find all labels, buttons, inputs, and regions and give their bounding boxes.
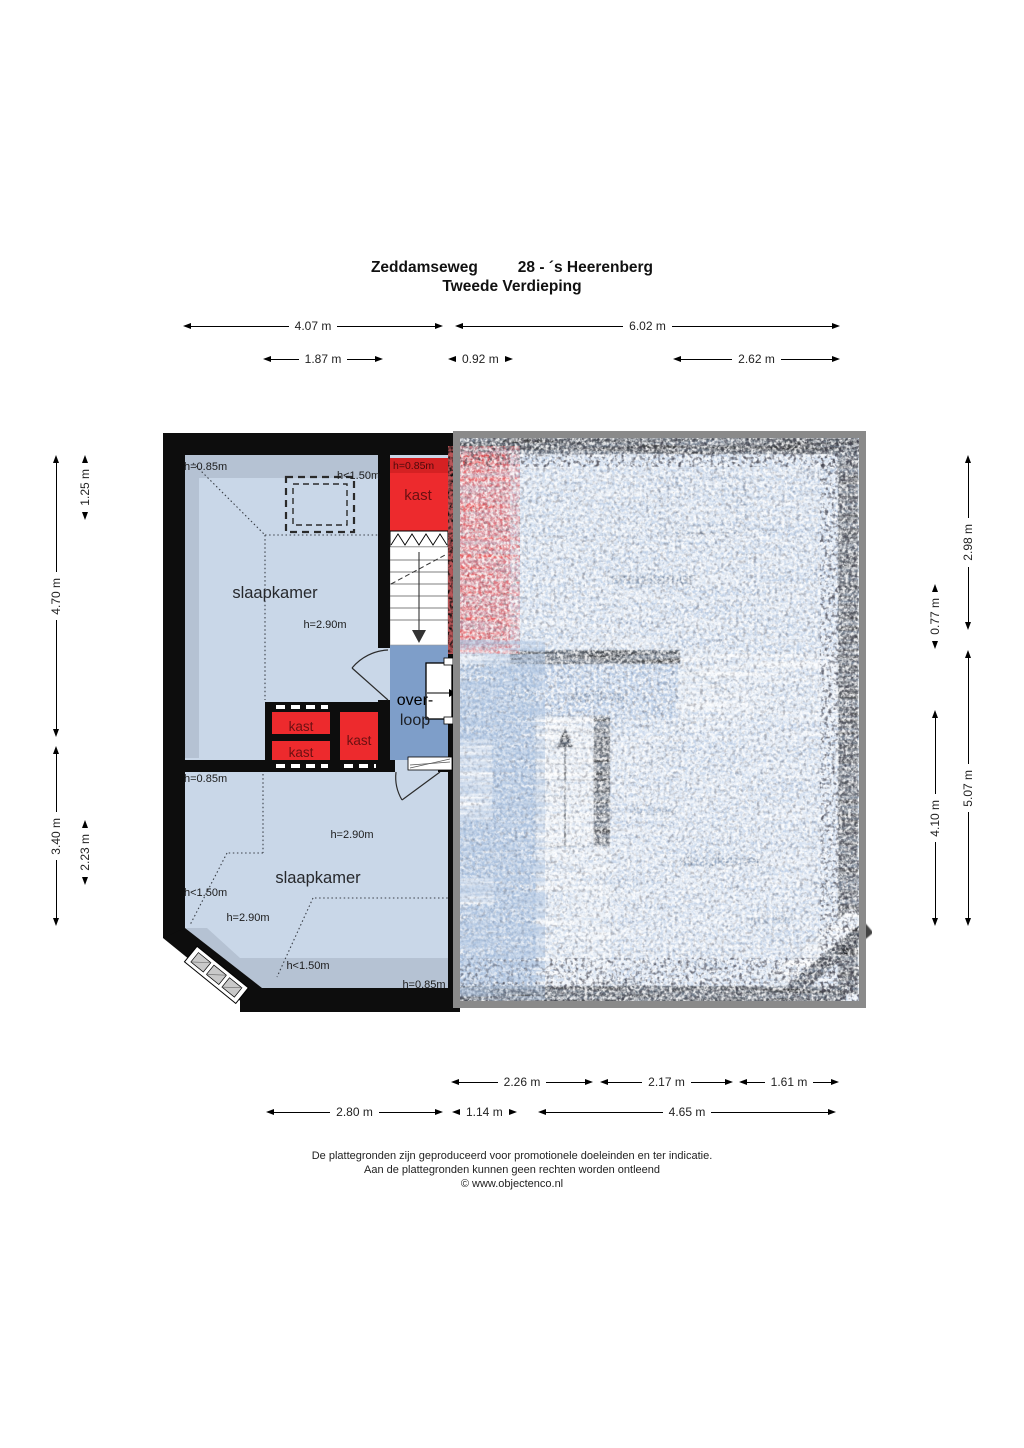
title-line1 <box>0 258 1024 277</box>
dim-left-125: 1.25 m <box>78 455 92 533</box>
dim-right-077: 0.77 m <box>928 584 942 652</box>
dim-top-602: 6.02 m <box>455 319 840 333</box>
disclaimer-line3: © www.objectenco.nl <box>460 1178 564 1190</box>
closet-top-height-label: h=0.85m <box>393 460 435 472</box>
scan-noise-overlay <box>448 431 866 1008</box>
h-bb-bottomright: h=0.85m <box>402 979 446 991</box>
closet-top-label: kast <box>404 487 432 504</box>
h-skylight-label: h<1.50m <box>337 470 381 482</box>
dim-top-262: 2.62 m <box>673 352 840 366</box>
dim-top-407: 4.07 m <box>183 319 443 333</box>
dim-left-340: 3.40 m <box>49 746 63 926</box>
title-floor: Tweede Verdieping <box>442 278 582 295</box>
h-topleft-label: h=0.85m <box>184 461 228 473</box>
dim-right-410: 4.10 m <box>928 710 942 926</box>
dim-bot-465: 4.65 m <box>538 1105 836 1119</box>
dim-bot-217: 2.17 m <box>600 1075 733 1089</box>
closet-b-label: kast <box>288 745 314 760</box>
title-street: Zeddamseweg <box>370 259 478 276</box>
landing-label-1: over- <box>396 692 434 709</box>
dim-bot-114: 1.14 m <box>452 1105 527 1119</box>
dim-left-223: 2.23 m <box>78 820 92 926</box>
folding-door-symbol <box>390 531 448 547</box>
dim-top-092: 0.92 m <box>448 352 512 366</box>
disclaimer <box>0 1149 1024 1191</box>
dim-bot-226: 2.26 m <box>451 1075 593 1089</box>
transom-hatch <box>408 757 452 770</box>
landing-label-2: loop <box>399 712 431 729</box>
title-number-city: 28 - ´s Heerenberg <box>517 259 654 276</box>
disclaimer-line1: De plattegronden zijn geproduceerd voor promotionele doeleinden en ter indicatie. <box>311 1150 713 1162</box>
h-bb-topleft: h=0.85m <box>184 773 228 785</box>
dim-bot-161: 1.61 m <box>739 1075 839 1089</box>
h-bb-lower: h=2.90m <box>226 912 270 924</box>
bedroom-top-label: slaapkamer <box>232 584 318 602</box>
h-center-label: h=2.90m <box>303 619 347 631</box>
dim-right-298: 2.98 m <box>961 455 975 630</box>
staircase-down <box>390 547 448 645</box>
bedroom-bottom-label: slaapkamer <box>275 869 361 887</box>
dim-right-507: 5.07 m <box>961 650 975 926</box>
h-bb-upper: h=2.90m <box>330 829 374 841</box>
dim-bot-280: 2.80 m <box>266 1105 443 1119</box>
left-floorplan <box>160 425 470 1020</box>
h-bb-bottom: h<1.50m <box>286 960 330 972</box>
closet-c-label: kast <box>346 733 372 748</box>
closet-a-label: kast <box>288 719 314 734</box>
page-title <box>0 258 1024 296</box>
dim-left-470: 4.70 m <box>49 455 63 737</box>
right-floorplan-degraded <box>448 426 872 1014</box>
dim-top-187: 1.87 m <box>263 352 383 366</box>
h-bb-left: h<1.50m <box>184 887 228 899</box>
disclaimer-line2: Aan de plattegronden kunnen geen rechten worden ontleend <box>363 1164 660 1176</box>
